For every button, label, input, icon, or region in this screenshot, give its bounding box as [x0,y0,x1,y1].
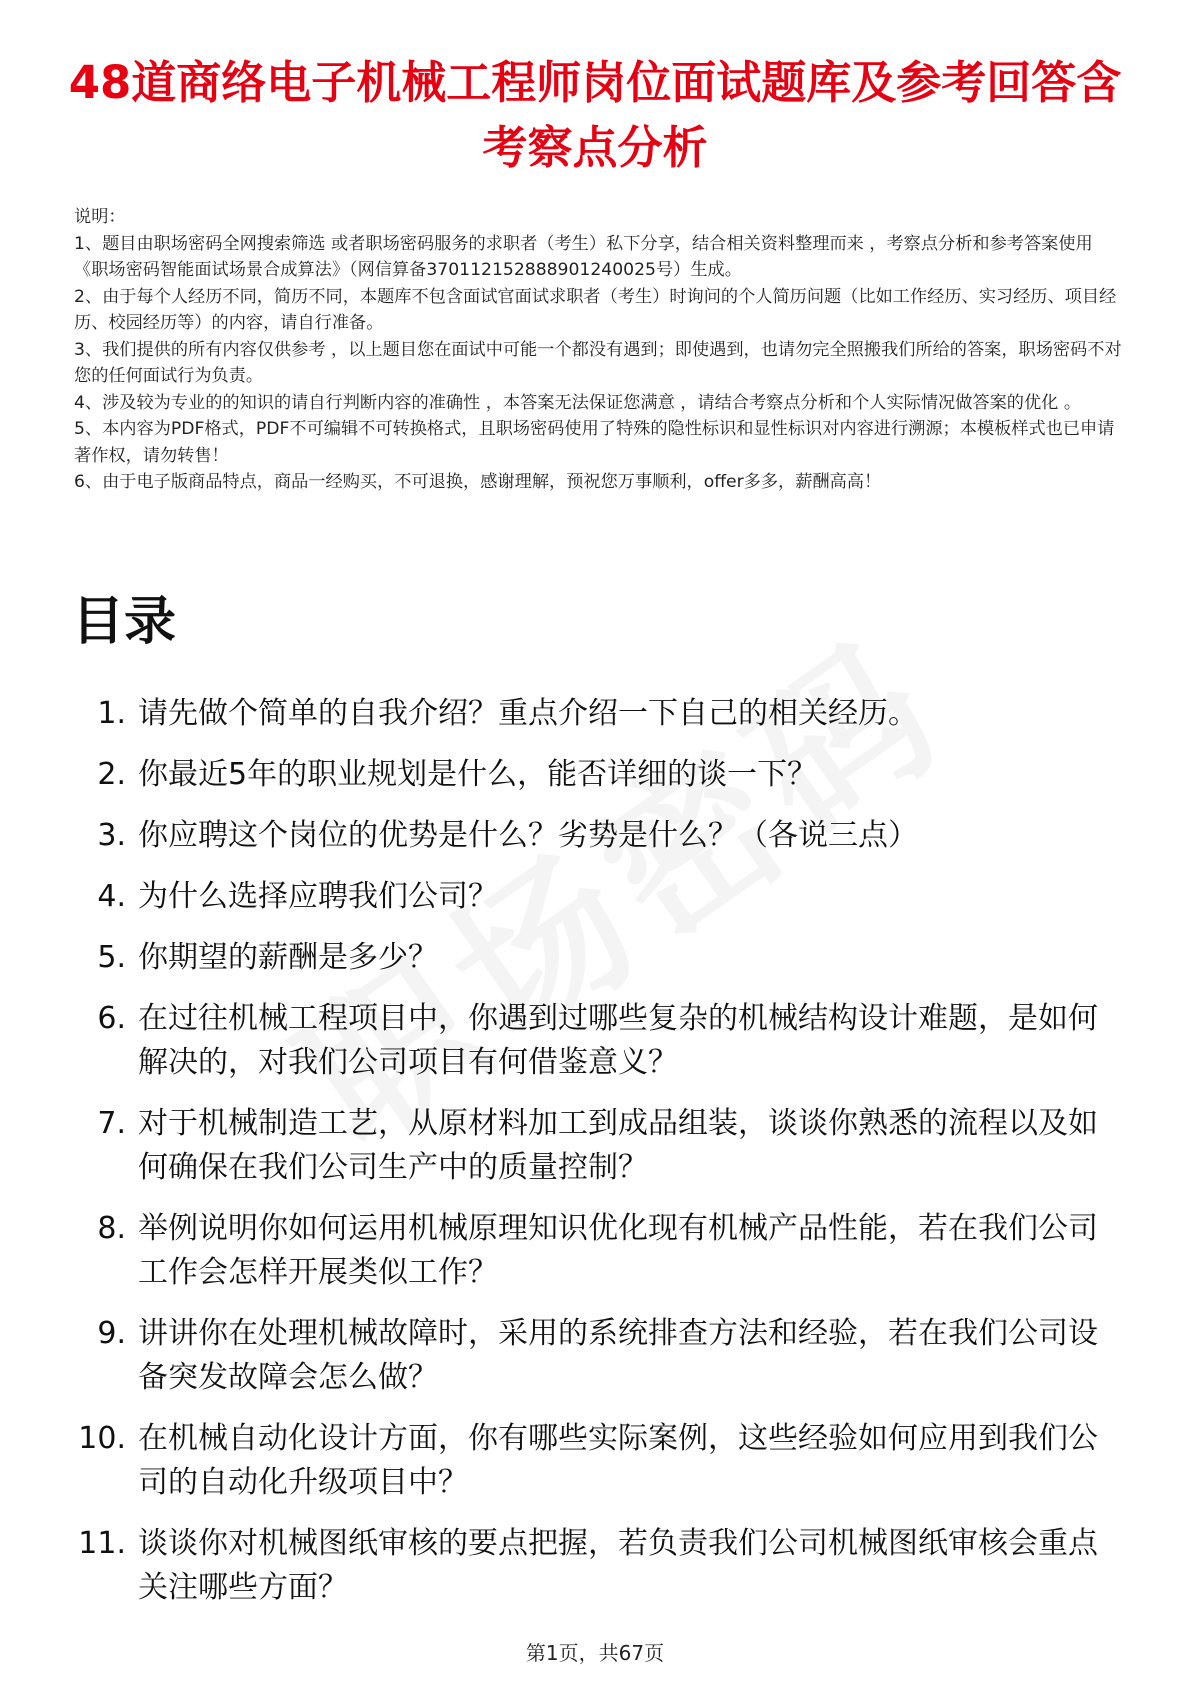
note-item: 3、我们提供的所有内容仅供参考 ，以上题目您在面试中可能一个都没有遇到；即使遇到，也请勿完全照搬我们所给的答案，职场密码不对您的任何面试行为负责。 [74,339,1122,386]
toc-item[interactable] [72,1102,1122,1190]
note-item: 1、题目由职场密码全网搜索筛选 或者职场密码服务的求职者（考生）私下分享，结合相关资料整理而来 ，考察点分析和参考答案使用《职场密码智能面试场景合成算法》（网信算备370112152888901240025号）生成。 [74,233,1093,280]
toc-item[interactable] [72,753,1122,797]
toc-item-number: 1. [97,696,126,731]
toc-item-number: 11. [78,1526,126,1561]
toc-item-number: 6. [97,1001,126,1036]
toc-item[interactable] [72,1522,1122,1610]
notes-heading: 说明： [74,207,126,227]
toc-item-number: 3. [97,818,126,853]
toc-item[interactable] [72,936,1122,980]
note-item: 4、涉及较为专业的的知识的请自行判断内容的准确性 ，本答案无法保证您满意 ，请结合考察点分析和个人实际情况做答案的优化 。 [74,392,1082,413]
toc-item-text: 对于机械制造工艺，从原材料加工到成品组装，谈谈你熟悉的流程以及如何确保在我们公司生产中的质量控制？ [138,1106,1098,1185]
toc-item[interactable] [72,1417,1122,1505]
toc-item-text: 在过往机械工程项目中，你遇到过哪些复杂的机械结构设计难题，是如何解决的，对我们公司项目有何借鉴意义？ [138,1001,1098,1080]
toc-item-number: 5. [97,940,126,975]
toc-list [72,692,1122,1627]
toc-item-text: 请先做个简单的自我介绍？重点介绍一下自己的相关经历。 [138,696,918,731]
toc-heading: 目录 [72,592,177,652]
toc-item[interactable] [72,692,1122,736]
toc-item[interactable] [72,875,1122,919]
toc-item[interactable] [72,997,1122,1085]
page-footer: 第1页，共67页 [525,1641,665,1665]
toc-item-number: 4. [97,879,126,914]
toc-item-text: 你期望的薪酬是多少？ [138,940,438,975]
toc-item-text: 为什么选择应聘我们公司？ [138,879,498,914]
toc-item-text: 谈谈你对机械图纸审核的要点把握，若负责我们公司机械图纸审核会重点关注哪些方面？ [138,1526,1098,1605]
toc-item-number: 10. [78,1421,126,1456]
note-item: 5、本内容为PDF格式，PDF不可编辑不可转换格式，且职场密码使用了特殊的隐性标识和显性标识对内容进行溯源；本模板样式也已申请著作权，请勿转售！ [74,419,1115,466]
toc-item[interactable] [72,1207,1122,1295]
toc-item-number: 2. [97,757,126,792]
toc-item-number: 9. [97,1316,126,1351]
toc-item[interactable] [72,814,1122,858]
notes-section [74,204,1124,496]
note-item: 6、由于电子版商品特点，商品一经购买，不可退换，感谢理解，预祝您万事顺利，offer多多，薪酬高高！ [74,472,882,492]
toc-item[interactable] [72,1312,1122,1400]
toc-item-text: 举例说明你如何运用机械原理知识优化现有机械产品性能，若在我们公司工作会怎样开展类似工作？ [138,1211,1098,1290]
toc-item-text: 你应聘这个岗位的优势是什么？劣势是什么？（各说三点） [138,818,918,853]
toc-item-number: 8. [97,1211,126,1246]
toc-item-text: 你最近5年的职业规划是什么，能否详细的谈一下？ [138,757,818,792]
toc-item-text: 在机械自动化设计方面，你有哪些实际案例，这些经验如何应用到我们公司的自动化升级项目中？ [138,1421,1098,1500]
toc-item-number: 7. [97,1106,126,1141]
note-item: 2、由于每个人经历不同，简历不同，本题库不包含面试官面试求职者（考生）时询问的个人简历问题（比如工作经历、实习经历、项目经历、校园经历等）的内容，请自行准备。 [74,286,1117,333]
document-title: 48道商络电子机械工程师岗位面试题库及参考回答含考察点分析 [68,56,1122,174]
toc-item-text: 讲讲你在处理机械故障时，采用的系统排查方法和经验，若在我们公司设备突发故障会怎么做？ [138,1316,1098,1395]
